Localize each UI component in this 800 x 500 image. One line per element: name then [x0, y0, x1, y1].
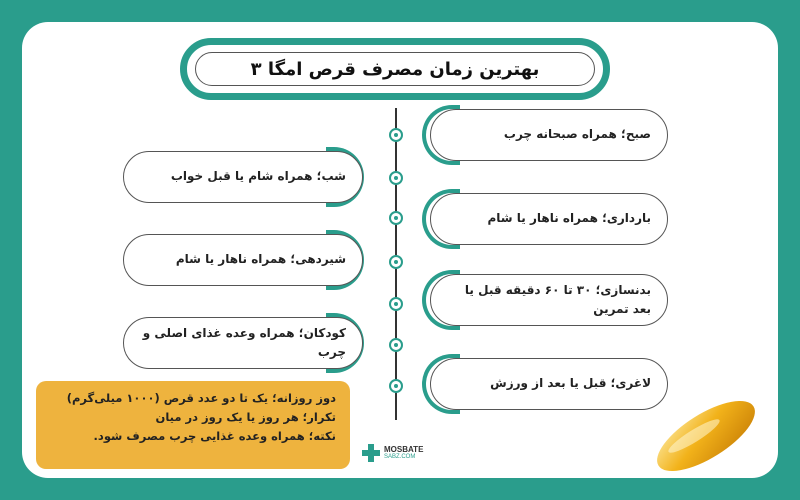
item-card-breastfeeding: [123, 234, 363, 286]
timeline-dot: [389, 128, 403, 142]
item-card-morning: [430, 109, 668, 161]
timeline-dot: [389, 379, 403, 393]
page-title: بهترین زمان مصرف قرص امگا ۳: [195, 52, 595, 86]
title-frame: [180, 38, 610, 100]
item-text: شب؛ همراه شام یا قبل خواب: [170, 169, 346, 184]
note-dose: دوز روزانه؛ یک تا دو عدد قرص (۱۰۰۰ میلی‌گرم): [66, 391, 336, 405]
brand-logo: [362, 444, 423, 462]
timeline-dot: [389, 171, 403, 185]
omega3-capsule-icon: [650, 390, 762, 476]
note-repeat: تکرار؛ هر روز یا یک روز در میان: [155, 409, 336, 424]
item-text: بدنسازی؛ ۳۰ تا ۶۰ دقیقه قبل یا بعد تمرین: [464, 282, 651, 316]
timeline-dot: [389, 297, 403, 311]
notes-box: [36, 381, 350, 469]
item-text: صبح؛ همراه صبحانه چرب: [503, 127, 651, 142]
item-text: شیردهی؛ همراه ناهار یا شام: [175, 252, 346, 267]
note-tip: نکته؛ همراه وعده غذایی چرب مصرف شود.: [93, 428, 336, 443]
item-card-night: [123, 151, 363, 203]
item-text: لاغری؛ قبل یا بعد از ورزش: [490, 376, 651, 391]
timeline-dot: [389, 255, 403, 269]
item-card-pregnancy: [430, 193, 668, 245]
plus-cross-icon: [362, 444, 380, 462]
logo-text: MOSBATE SABZ.COM: [384, 445, 424, 460]
item-text: بارداری؛ همراه ناهار یا شام: [487, 211, 651, 226]
item-card-bodybuilding: [430, 274, 668, 326]
item-card-weightloss: [430, 358, 668, 410]
item-card-children: [123, 317, 363, 369]
timeline-dot: [389, 338, 403, 352]
item-text: کودکان؛ همراه وعده غذای اصلی و چرب: [142, 325, 346, 359]
timeline-dot: [389, 211, 403, 225]
